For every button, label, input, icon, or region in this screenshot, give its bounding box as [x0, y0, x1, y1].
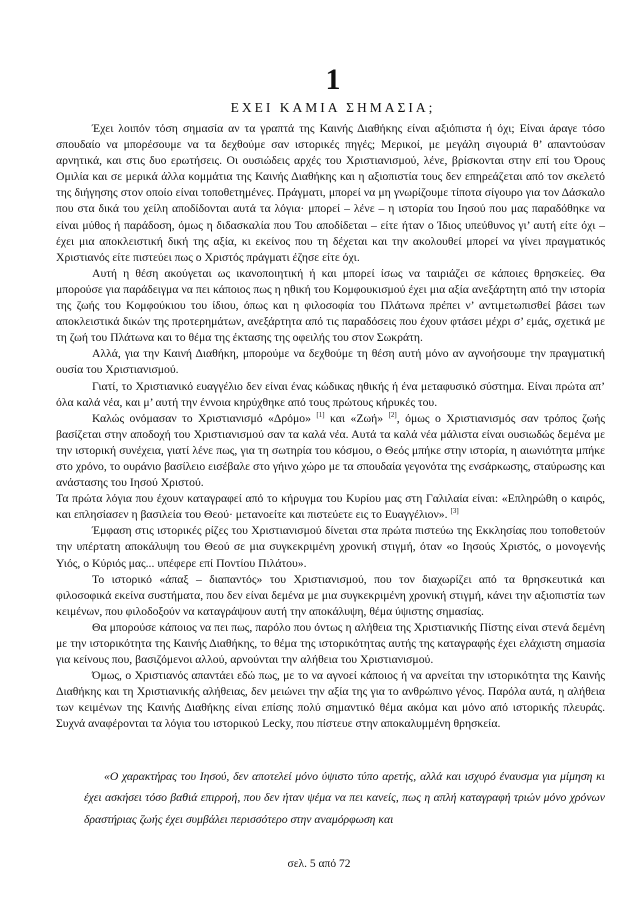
paragraph: Αλλά, για την Καινή Διαθήκη, μπορούμε να δεχθούμε τη θέση αυτή μόνο αν αγνοήσουμε την πραγματική ουσία του Χριστιανισμού. [56, 347, 605, 377]
paragraph: Καλώς ονόμασαν το Χριστιανισμό «Δρόμο» [1] και «Ζωή» [2], όμως ο Χριστιανισμός σαν τρόπος ζωής βασίζεται στην αποδοχή του Χριστιανισμού σαν τα καλά νέα. Αυτά τα καλά νέα μάλιστα είναι ουσιωδώς δεμένα με την ιστορική συνέχεια, γιατί λένε πως, για τη σωτηρία του κόσμου, ο Θεός μπήκε στην ιστορία, η αιωνιότητα μπήκε στο χρόνο, το ουράνιο βασίλειο εισέβαλε στο γήινο χώρο με τα σπουδαία γεγονότα της ενσάρκωσης, σταύρωσης και ανάστασης του Ιησού Χριστού. [56, 410, 605, 490]
paragraph: Γιατί, το Χριστιανικό ευαγγέλιο δεν είναι ένας κώδικας ηθικής ή ένα μεταφυσικό σύστημα. Είναι πρώτα απ’ όλα καλά νέα, και μ’ αυτή την έννοια κηρύχθηκε από τους πρώτους κήρυκές του. [56, 379, 605, 409]
paragraph: Όμως, ο Χριστιανός απαντάει εδώ πως, με το να αγνοεί κάποιος ή να αρνείται την ιστορικότητα της Καινής Διαθήκης και τη Χριστιανικής αλήθειας, δεν μειώνει την αξία της για το ανθρώπινο γένος. Παρόλα αυτά, η αλήθεια των κειμένων της Καινής Διαθήκης είναι επίσης πολύ σημαντικό θέμα ακόμα και μόνο από ιστορικής πλευράς. Συχνά αναφέρονται τα λόγια του ιστορικού Lecky, που πίστευε στην αποκαλυμμένη θρησκεία. [56, 669, 605, 731]
body-text [56, 121, 605, 733]
block-quote [84, 766, 605, 830]
quote-text: «Ο χαρακτήρας του Ιησού, δεν αποτελεί μόνο ύψιστο τύπο αρετής, αλλά και ισχυρό έναυσμα για μίμηση κι έχει ασκήσει τόσο βαθιά επιρροή, που δεν ήταν ψέμα να πει κανείς, πως η απλή καταγραφή τριών μόνο χρόνων δραστήριας ζωής έχει συμβάλει περισσότερο στην αναμόρφωση και [84, 770, 605, 826]
page-number-footer: σελ. 5 από 72 [287, 858, 351, 870]
paragraph: Το ιστορικό «άπαξ – διαπαντός» του Χριστιανισμού, που τον διαχωρίζει από τα θρησκευτικά και φιλοσοφικά εκείνα συστήματα, που δεν είναι δεμένα με μια συγκεκριμένη χρονική στιγμή, κάνει την αξιοπιστία των κειμένων, που φιλοδοξούν να καταγράψουν αυτή την αποκάλυψη, θέμα ύψιστης σημασίας. [56, 572, 605, 618]
paragraph: Τα πρώτα λόγια που έχουν καταγραφεί από το κήρυγμα του Κυρίου μας στη Γαλιλαία είναι: «Επληρώθη ο καιρός, και επλησίασεν η βασιλεία του Θεού· μετανοείτε και πιστεύετε εις το Ευαγγέλιον». [3] [56, 492, 605, 522]
footnote-ref[interactable]: [2] [388, 410, 397, 419]
paragraph: Θα μπορούσε κάποιος να πει πως, παρόλο που όντως η αλήθεια της Χριστιανικής Πίστης είναι στενά δεμένη με την ιστορικότητα της Καινής Διαθήκης, το θέμα της ιστορικότητας αυτής της καταγραφής έχει ελάχιστη σημασία για κείνους που, βασιζόμενοι αλλού, αρνούνται την αλήθεια του Χριστιανισμού. [56, 620, 605, 667]
paragraph: Αυτή η θέση ακούγεται ως ικανοποιητική ή και μπορεί ίσως να ταιριάζει σε κάποιες θρησκείες. Θα μπορούσε για παράδειγμα να πει κάποιος πως η ηθική του Κομφουκισμού έχει μια αξία ανεξάρτητη από την ιστορία της ζωής του Κομφούκιου του ίδιου, όπως και η φιλοσοφία του Πλάτωνα πρέπει ν’ αντιμετωπισθεί βάσει των αποκλειστικά δικών της προτερημάτων, ανεξάρτητα από τις παραδόσεις που έχουν φτάσει μέχρι σ’ εμάς, σχετικά με τη ζωή του Πλάτωνα και το θέμα της έκτασης της οφειλής του στον Σωκράτη. [56, 266, 605, 345]
paragraph: Έμφαση στις ιστορικές ρίζες του Χριστιανισμού δίνεται στα πρώτα πιστεύω της Εκκλησίας που τοποθετούν την υπέρτατη αποκάλυψη του Θεού σε μια συγκεκριμένη χρονική στιγμή, όταν «ο Ιησούς Χριστός, ο μονογενής Υιός, ο Κύριός μας... υπέφερε επί Ποντίου Πιλάτου». [56, 524, 605, 570]
chapter-number: 1 [325, 63, 341, 96]
chapter-title: ΕΧΕΙ ΚΑΜΙΑ ΣΗΜΑΣΙΑ; [230, 100, 436, 115]
footnote-ref[interactable]: [1] [316, 410, 325, 419]
paragraph: Έχει λοιπόν τόση σημασία αν τα γραπτά της Καινής Διαθήκης είναι αξιόπιστα ή όχι; Είναι άραγε τόσο σπουδαίο να μπορέσουμε να τα δεχθούμε σαν ιστορικές πηγές; Μερικοί, με μεγάλη σιγουριά θ’ απαντούσαν αρνητικά, και στις δυο ερωτήσεις. Οι ουσιώδεις αρχές του Χριστιανισμού, λένε, βρίσκονται στην επί του Όρους Ομιλία και σε μερικά άλλα κομμάτια της Καινής Διαθήκης και η αξιοπιστία τους δεν επηρεάζεται από τον σκελετό της διήγησης στον οποίο είναι τοποθετημένες. Πράγματι, μπορεί να μη γνωρίζουμε τίποτα σίγουρο για τον Δάσκαλο που στα δικά του χείλη αποδίδονται αυτά τα λόγια· μπορεί – λένε – η ιστορία του Ιησού που μας παραδόθηκε να είναι μύθος ή παράδοση, όμως η διδασκαλία που Του αποδίδεται – είτε ήταν ο Ίδιος υπεύθυνος γι’ αυτή είτε όχι – έχει μια αποκλειστική δική της αξία, κι εκείνος που τη δέχεται και την ακολουθεί μπορεί να γίνει πραγματικός Χριστιανός είτε πιστεύει πως ο Χριστός πράγματι έζησε είτε όχι. [56, 122, 605, 264]
footnote-ref[interactable]: [3] [450, 507, 459, 516]
